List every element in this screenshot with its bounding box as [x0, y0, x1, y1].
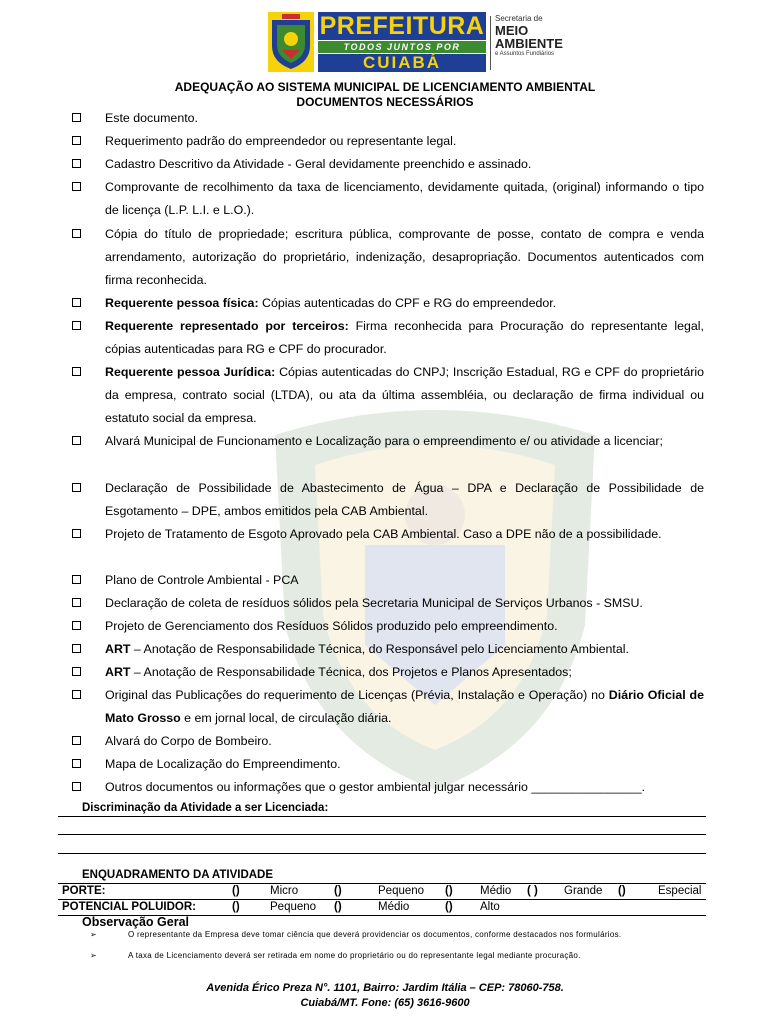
checklist-item: [72, 430, 704, 476]
checkbox[interactable]: [72, 298, 81, 307]
checklist-item-text: [105, 684, 704, 730]
checkbox[interactable]: [72, 621, 81, 630]
checkbox[interactable]: [72, 598, 81, 607]
checklist-item-text: [105, 130, 704, 153]
checklist-item-text: [105, 661, 704, 684]
checkbox[interactable]: [72, 690, 81, 699]
potencial-alto-check[interactable]: (): [445, 901, 453, 913]
checklist-item-body: – Anotação de Responsabilidade Técnica, do Responsável pelo Licenciamento Ambiental.: [130, 642, 629, 656]
potencial-row: [62, 900, 707, 915]
footer-address: Avenida Érico Preza N°. 1101, Bairro: Jardim Itália – CEP: 78060-758.: [206, 982, 564, 994]
checklist-item-text: [105, 315, 704, 361]
porte-micro-label: Micro: [270, 885, 299, 897]
checklist-item: [72, 315, 704, 361]
header: [268, 12, 563, 74]
checklist-item: [72, 730, 704, 753]
checklist-item-text: [105, 430, 704, 453]
checklist-item-body: Plano de Controle Ambiental - PCA: [105, 573, 299, 587]
checklist-item: [72, 523, 704, 569]
potencial-medio-label: Médio: [378, 901, 410, 913]
checkbox[interactable]: [72, 759, 81, 768]
porte-grande-label: Grande: [564, 885, 603, 897]
porte-row: [62, 884, 707, 899]
observacao-item-2: [90, 951, 720, 961]
checklist-item-body: Cópias autenticadas do CNPJ; Inscrição Estadual, RG e CPF do proprietário da empresa, contrato social (LTDA), ou ata da última assembléia, ou declaração de firma individual ou estatuto social da empresa.: [105, 365, 704, 425]
checklist-item-text: [105, 592, 704, 615]
checklist-item-text: [105, 292, 704, 315]
porte-pequeno-label: Pequeno: [378, 885, 425, 897]
checklist-item-text: [105, 361, 704, 430]
checklist-item: [72, 153, 704, 176]
observacao-text-1: O representante da Empresa deve tomar ciência que deverá providenciar os documentos, conforme destacados nos formulários.: [128, 930, 622, 939]
porte-medio-check[interactable]: (): [445, 885, 453, 897]
checklist-item: [72, 176, 704, 222]
checklist-item-body: Comprovante de recolhimento da taxa de licenciamento, devidamente quitada, (original) informando o tipo de licença (L.P. L.I. e L.O.).: [105, 180, 704, 217]
checklist-item-body: Cópia do título de propriedade; escritura pública, comprovante de posse, contato de compra e venda arrendamento, autorização do proprietário, indenização, desapropriação. Documentos autenticados com firma reconhecida.: [105, 227, 704, 287]
checklist-item: [72, 592, 704, 615]
checkbox[interactable]: [72, 113, 81, 122]
checklist-item-text: [105, 107, 704, 130]
document-title: ADEQUAÇÃO AO SISTEMA MUNICIPAL DE LICENCIAMENTO AMBIENTAL: [174, 80, 596, 94]
checkbox[interactable]: [72, 575, 81, 584]
checklist-item: [72, 361, 704, 430]
checkbox[interactable]: [72, 159, 81, 168]
checkbox[interactable]: [72, 644, 81, 653]
checklist-item-body: Outros documentos ou informações que o gestor ambiental julgar necessário ________________.: [105, 780, 646, 794]
potencial-pequeno-check[interactable]: (): [232, 901, 240, 913]
checklist-item-body: – Anotação de Responsabilidade Técnica, dos Projetos e Planos Apresentados;: [130, 665, 572, 679]
checklist-item-body: Alvará do Corpo de Bombeiro.: [105, 734, 272, 748]
checklist-item: [72, 776, 704, 799]
checklist-item-text: [105, 569, 704, 592]
arrow-bullet-icon: ➢: [90, 930, 98, 939]
brand-title: PREFEITURA: [319, 12, 485, 40]
arrow-bullet-icon: ➢: [90, 951, 98, 960]
checklist-item-text: [105, 223, 704, 292]
checkbox[interactable]: [72, 782, 81, 791]
footer-contact: Cuiabá/MT. Fone: (65) 3616-9600: [300, 997, 470, 1009]
potencial-label: POTENCIAL POLUIDOR:: [62, 901, 196, 913]
header-divider: [490, 16, 491, 70]
checkbox[interactable]: [72, 321, 81, 330]
checklist-item-text: [105, 638, 704, 661]
checklist-item-bold: ART: [105, 642, 131, 656]
checklist-item-bold: Diário Oficial de Mato Grosso: [105, 688, 704, 725]
checklist-item-bold: Requerente pessoa física:: [105, 296, 259, 310]
secretaria-small: Secretaria de: [495, 14, 543, 23]
checklist-item: [72, 223, 704, 292]
potencial-pequeno-label: Pequeno: [270, 901, 317, 913]
checklist-item-text: [105, 776, 704, 799]
porte-pequeno-check[interactable]: (): [334, 885, 342, 897]
porte-especial-check[interactable]: (): [618, 885, 626, 897]
checklist-item: [72, 638, 704, 661]
checkbox[interactable]: [72, 136, 81, 145]
discriminacao-line-3: [58, 853, 706, 854]
brand-logo: [318, 12, 486, 72]
checklist-item-body: Cadastro Descritivo da Atividade - Geral devidamente preenchido e assinado.: [105, 157, 532, 171]
checklist-item: [72, 661, 704, 684]
checklist-item-text: [105, 477, 704, 523]
checklist-item: [72, 107, 704, 130]
document-subtitle: DOCUMENTOS NECESSÁRIOS: [296, 95, 474, 109]
checklist-item-body: Firma reconhecida para Procuração do representante legal, cópias autenticadas para RG e CPF do procurador.: [105, 319, 704, 356]
checklist-item-body: Alvará Municipal de Funcionamento e Localização para o empreendimento e/ ou atividade a licenciar;: [105, 434, 663, 448]
observacao-item-1: [90, 930, 720, 950]
porte-label: PORTE:: [62, 885, 106, 897]
checklist-item-body: Original das Publicações do requerimento de Licenças (Prévia, Instalação e Operação) no: [105, 688, 609, 702]
checklist-item: [72, 477, 704, 523]
checkbox[interactable]: [72, 667, 81, 676]
checklist-item-bold: ART: [105, 665, 131, 679]
discriminacao-label: Discriminação da Atividade a ser Licenciada:: [82, 802, 329, 814]
checklist-item-text: [105, 523, 704, 546]
checklist-item-text: [105, 730, 704, 753]
observacao-label: Observação Geral: [82, 915, 190, 929]
porte-grande-check[interactable]: ( ): [527, 885, 538, 897]
secretaria-logo: [495, 14, 565, 58]
potencial-alto-label: Alto: [480, 901, 500, 913]
checklist-item: [72, 615, 704, 638]
porte-medio-label: Médio: [480, 885, 512, 897]
checkbox[interactable]: [72, 736, 81, 745]
checklist-item-body: Cópias autenticadas do CPF e RG do empreendedor.: [258, 296, 557, 310]
brand-city: CUIABÁ: [318, 54, 486, 72]
checkbox[interactable]: [72, 229, 81, 238]
checklist-item-body: e em jornal local, de circulação diária.: [180, 711, 392, 725]
checkbox[interactable]: [72, 483, 81, 492]
checklist-item-body: Declaração de Possibilidade de Abastecimento de Água – DPA e Declaração de Possibilidade de Esgotamento – DPE, ambos emitidos pela CAB Ambiental.: [105, 481, 704, 518]
secretaria-line2: AMBIENTE: [495, 36, 563, 51]
checklist-item: [72, 753, 704, 776]
observacao-text-2: A taxa de Licenciamento deverá ser retirada em nome do proprietário ou do representante legal mediante procuração.: [128, 951, 581, 960]
checklist-item-text: [105, 176, 704, 222]
checklist-item-body: Este documento.: [105, 111, 198, 125]
checkbox[interactable]: [72, 367, 81, 376]
checklist-item-body: Requerimento padrão do empreendedor ou representante legal.: [105, 134, 457, 148]
checklist-item-body: Projeto de Tratamento de Esgoto Aprovado pela CAB Ambiental. Caso a DPE não de a possibilidade.: [105, 527, 662, 541]
checklist-item-text: [105, 153, 704, 176]
checkbox[interactable]: [72, 436, 81, 445]
checklist-item: [72, 569, 704, 592]
checklist-item-bold: Requerente representado por terceiros:: [105, 319, 349, 333]
checklist-item-bold: Requerente pessoa Jurídica:: [105, 365, 276, 379]
secretaria-line1: MEIO: [495, 23, 529, 38]
discriminacao-line-2: [58, 834, 706, 835]
checkbox[interactable]: [72, 182, 81, 191]
checklist-item: [72, 130, 704, 153]
checklist-item-body: Mapa de Localização do Empreendimento.: [105, 757, 341, 771]
checklist-item: [72, 684, 704, 730]
enquadramento-label: ENQUADRAMENTO DA ATIVIDADE: [82, 869, 274, 881]
brand-slogan: TODOS JUNTOS POR: [318, 41, 486, 53]
checklist-item: [72, 292, 704, 315]
checklist-item-body: Projeto de Gerenciamento dos Resíduos Sólidos produzido pelo empreendimento.: [105, 619, 558, 633]
checkbox[interactable]: [72, 529, 81, 538]
secretaria-tiny: e Assuntos Fundiários: [495, 51, 555, 57]
city-crest-icon: [268, 12, 314, 72]
checklist-item-body: Declaração de coleta de resíduos sólidos pela Secretaria Municipal de Serviços Urbanos - SMSU.: [105, 596, 643, 610]
discriminacao-line-1: [58, 816, 706, 817]
checklist-item-text: [105, 615, 704, 638]
porte-especial-label: Especial: [658, 885, 702, 897]
checklist-item-text: [105, 753, 704, 776]
porte-micro-check[interactable]: (): [232, 885, 240, 897]
potencial-medio-check[interactable]: (): [334, 901, 342, 913]
